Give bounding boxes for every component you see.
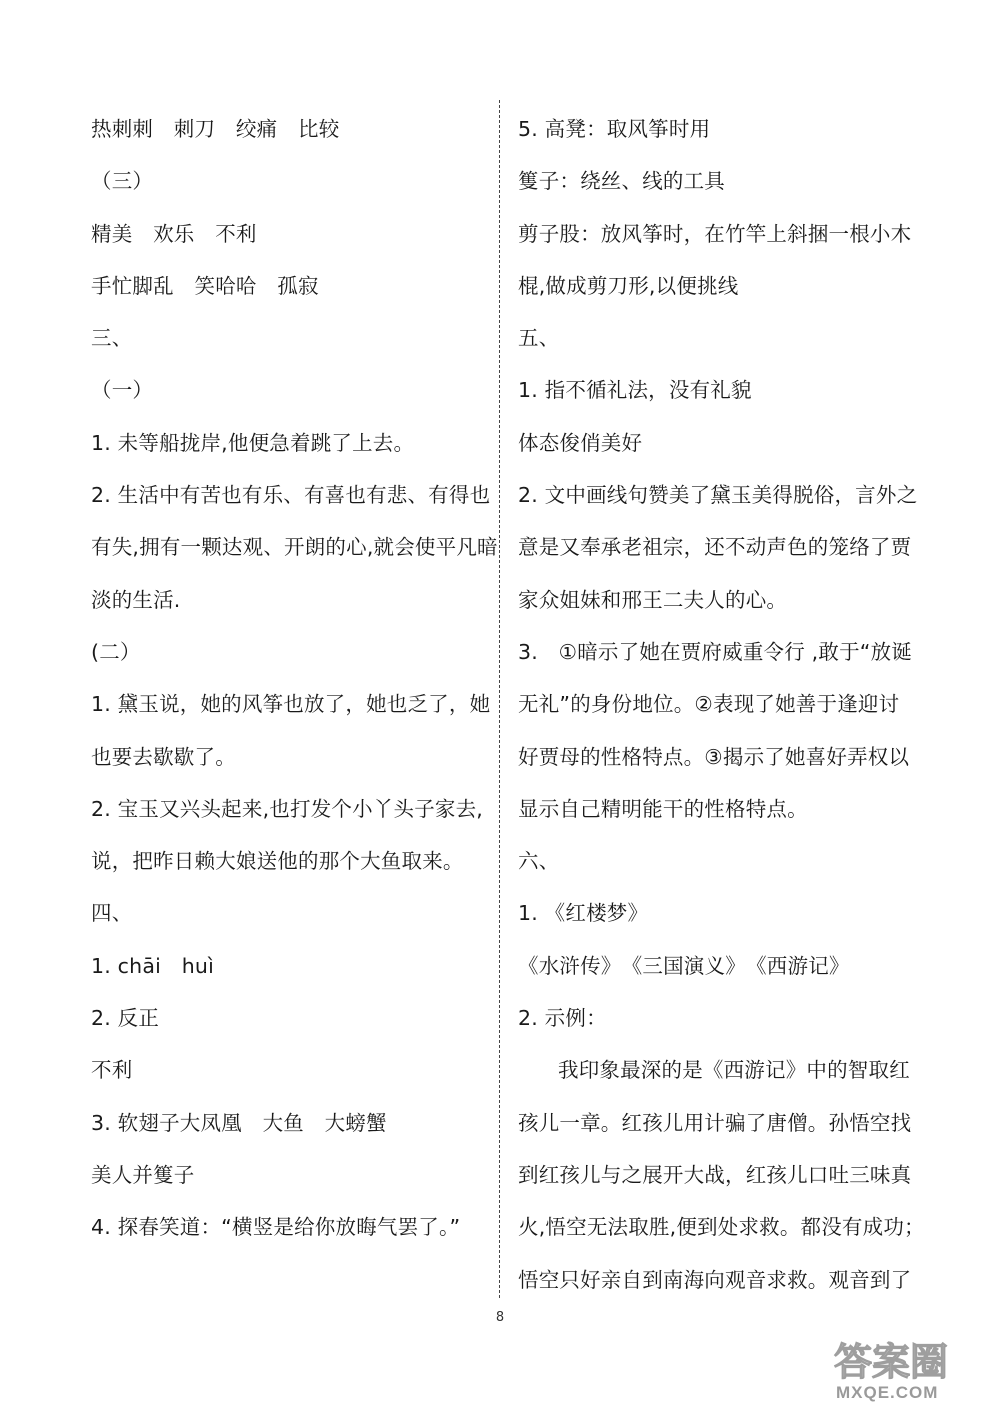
left-line: 也要去歇歇了。: [91, 744, 236, 769]
right-line: 悟空只好亲自到南海向观音求救。观音到了: [518, 1267, 912, 1292]
right-line: 棍,做成剪刀形,以便挑线: [518, 273, 739, 298]
right-column: [518, 103, 925, 1306]
right-line: 篗子：绕丝、线的工具: [518, 169, 725, 194]
right-line: 火,悟空无法取胜,便到处求救。都没有成功；: [518, 1215, 925, 1240]
right-line: 我印象最深的是《西游记》中的智取红: [558, 1058, 910, 1083]
left-line: (二）: [91, 639, 141, 664]
right-line: 5. 高凳：取风筝时用: [518, 117, 711, 141]
left-line: 三、: [91, 326, 133, 351]
left-line: 2. 反正: [91, 1006, 160, 1031]
left-line: 不利: [91, 1058, 133, 1083]
left-line: 2. 宝玉又兴头起来,也打发个小丫头子家去,: [91, 796, 484, 821]
right-line: 《水浒传》 《三国演义》 《西游记》: [518, 953, 850, 978]
right-line: 意是又奉承老祖宗，还不动声色的笼络了贾: [518, 535, 912, 560]
watermark-logo-text: 答案圈: [834, 1340, 949, 1384]
left-line: 1. chāi huì: [91, 953, 214, 978]
watermark-logo: [830, 1335, 990, 1407]
column-divider: [499, 100, 500, 1298]
right-line: 剪子股：放风筝时，在竹竿上斜捆一根小木: [518, 221, 912, 246]
left-line: （一）: [91, 378, 154, 403]
left-line: 4. 探春笑道：“横竖是给你放晦气罢了。”: [91, 1215, 461, 1240]
right-line: 六、: [518, 849, 560, 874]
left-line: 精美 欢乐 不利: [91, 221, 257, 246]
left-line: （三）: [91, 169, 154, 194]
left-line: 1. 黛玉说，她的风筝也放了，她也乏了，她: [91, 692, 491, 717]
right-line: 体态俊俏美好: [518, 430, 643, 455]
left-line: 淡的生活.: [91, 587, 181, 612]
right-line: 无礼”的身份地位。②表现了她善于逢迎讨: [518, 692, 900, 717]
right-line: 1. 指不循礼法，没有礼貌: [518, 378, 752, 403]
left-column: [91, 103, 498, 1254]
left-line: 有失,拥有一颗达观、开朗的心,就会使平凡暗: [91, 535, 498, 560]
right-line: 五、: [518, 326, 560, 351]
left-line: 四、: [91, 901, 133, 926]
right-line: 2. 文中画线句赞美了黛玉美得脱俗，言外之: [518, 483, 918, 508]
left-line: 3. 软翅子大凤凰 大鱼 大螃蟹: [91, 1110, 387, 1135]
right-line: 家众姐妹和邢王二夫人的心。: [518, 587, 788, 612]
left-line: 美人并篗子: [91, 1162, 195, 1187]
right-line: 到红孩儿与之展开大战，红孩儿口吐三味真: [518, 1162, 912, 1187]
right-line: 显示自己精明能干的性格特点。: [518, 796, 808, 821]
left-line: 1. 未等船拢岸,他便急着跳了上去。: [91, 430, 415, 455]
left-line: 2. 生活中有苦也有乐、有喜也有悲、有得也: [91, 483, 491, 508]
watermark-url: MXQE.COM: [836, 1383, 939, 1402]
right-line: 2. 示例：: [518, 1006, 607, 1031]
right-line: 孩儿一章。红孩儿用计骗了唐僧。孙悟空找: [518, 1110, 912, 1135]
watermark-logo-icon: [830, 1335, 990, 1387]
right-line: 1. 《红楼梦》: [518, 901, 649, 926]
right-line: 好贾母的性格特点。③揭示了她喜好弄权以: [518, 744, 910, 769]
page-number: 8: [495, 1310, 505, 1325]
left-line: 热刺刺 刺刀 绞痛 比较: [91, 117, 340, 141]
left-line: 说，把昨日赖大娘送他的那个大鱼取来。: [91, 849, 464, 874]
right-line: 3. ①暗示了她在贾府威重令行 ,敢于“放诞: [518, 639, 912, 664]
left-line: 手忙脚乱 笑哈哈 孤寂: [91, 273, 319, 298]
